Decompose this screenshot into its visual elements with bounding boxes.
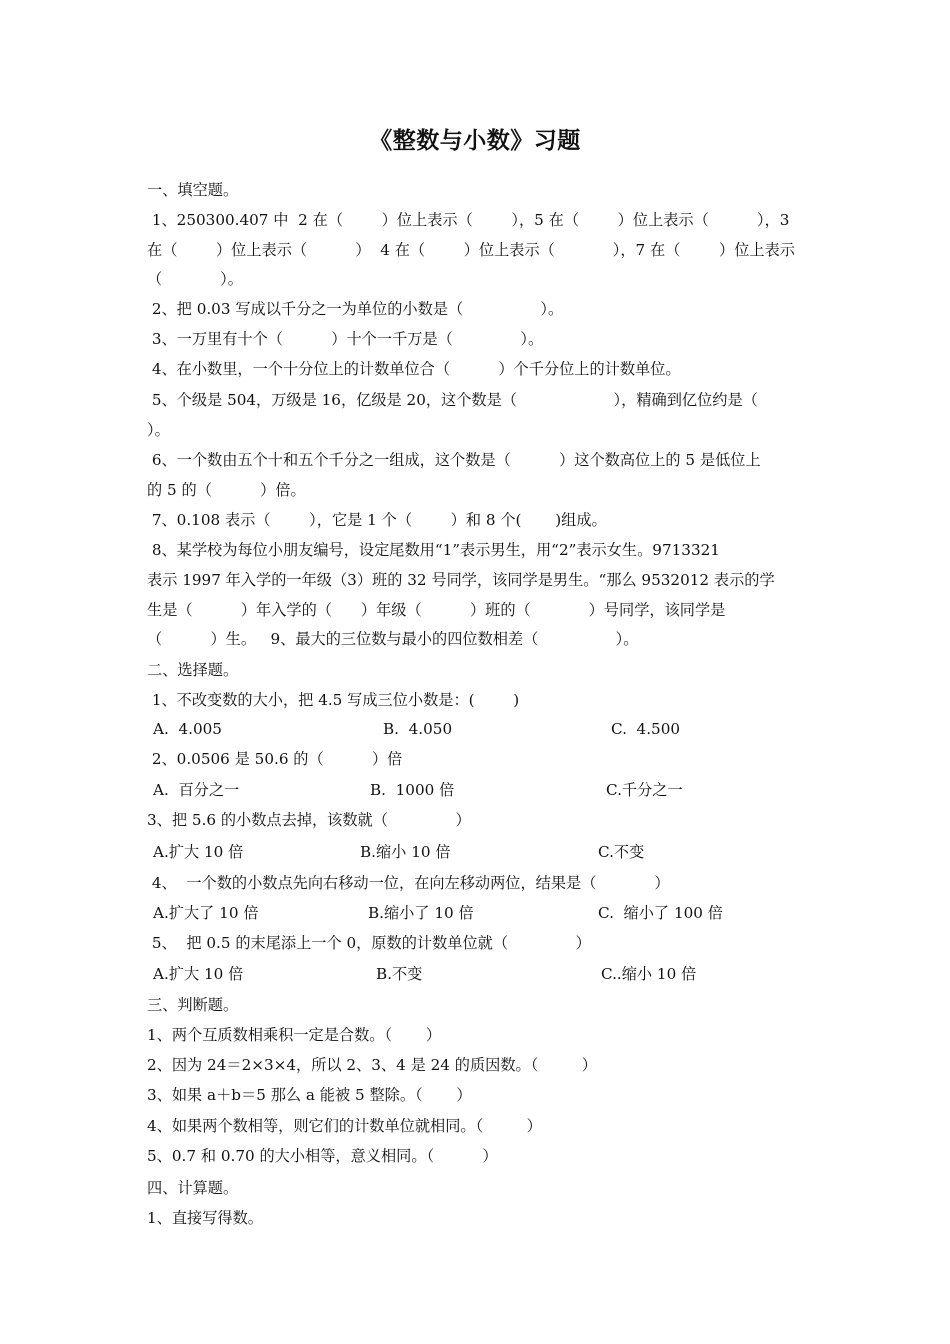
section-heading-choice: 二、选择题。 <box>147 661 239 679</box>
choice-q3-option-c: C.不变 <box>598 843 645 861</box>
fill-q1-line2: 在（ ）位上表示（ ） 4 在（ ）位上表示（ ），7 在（ ）位上表示 <box>147 241 795 259</box>
fill-q6-line2: 的 5 的（ ）倍。 <box>147 481 306 499</box>
choice-q5-option-a: A.扩大 10 倍 <box>153 965 244 983</box>
fill-q8-line4: （ ）生。 9、最大的三位数与最小的四位数相差（ ）。 <box>147 630 639 648</box>
choice-q4-option-c: C. 缩小了 100 倍 <box>598 904 723 922</box>
choice-q2-option-c: C.千分之一 <box>606 781 683 799</box>
fill-q8-line3: 生是（ ）年入学的（ ）年级（ ）班的（ ）号同学，该同学是 <box>147 601 726 619</box>
tf-q3: 3、如果 a＋b＝5 那么 a 能被 5 整除。（ ） <box>147 1086 472 1104</box>
fill-q5-line2: ）。 <box>147 421 170 439</box>
page-title: 《整数与小数》习题 <box>369 127 581 154</box>
choice-q1-option-c: C. 4.500 <box>611 720 681 738</box>
choice-q3-option-a: A.扩大 10 倍 <box>153 843 244 861</box>
fill-q4: 4、在小数里，一个十分位上的计数单位合（ ）个千分位上的计数单位。 <box>147 360 681 378</box>
section-heading-fill-in: 一、填空题。 <box>147 181 239 199</box>
choice-q3: 3、把 5.6 的小数点去掉，该数就（ ） <box>147 811 471 829</box>
choice-q5-option-c: C..缩小 10 倍 <box>601 965 697 983</box>
choice-q4: 4、 一个数的小数点先向右移动一位，在向左移动两位，结果是（ ） <box>147 874 670 892</box>
fill-q8-line1: 8、某学校为每位小朋友编号，设定尾数用“1”表示男生，用“2”表示女生。9713321 <box>147 541 720 559</box>
calc-q1: 1、直接写得数。 <box>147 1209 263 1227</box>
fill-q7: 7、0.108 表示（ ），它是 1 个（ ）和 8 个( )组成。 <box>147 511 607 529</box>
tf-q5: 5、0.7 和 0.70 的大小相等，意义相同。（ ） <box>147 1147 498 1165</box>
choice-q5-option-b: B.不变 <box>376 965 423 983</box>
tf-q1: 1、两个互质数相乘积一定是合数。（ ） <box>147 1026 442 1044</box>
choice-q4-option-a: A.扩大了 10 倍 <box>153 904 259 922</box>
choice-q1-option-b: B. 4.050 <box>383 720 453 738</box>
section-heading-calculation: 四、计算题。 <box>147 1179 239 1197</box>
choice-q1-option-a: A. 4.005 <box>153 720 222 738</box>
choice-q3-option-b: B.缩小 10 倍 <box>360 843 451 861</box>
section-heading-true-false: 三、判断题。 <box>147 996 239 1014</box>
choice-q2-option-b: B. 1000 倍 <box>370 781 455 799</box>
tf-q4: 4、如果两个数相等，则它们的计数单位就相同。（ ） <box>147 1117 542 1135</box>
fill-q6-line1: 6、一个数由五个十和五个千分之一组成，这个数是（ ）这个数高位上的 5 是低位上 <box>147 451 761 469</box>
choice-q2-option-a: A. 百分之一 <box>153 781 240 799</box>
tf-q2: 2、因为 24＝2×3×4，所以 2、3、4 是 24 的质因数。（ ） <box>147 1056 597 1074</box>
fill-q2: 2、把 0.03 写成以千分之一为单位的小数是（ ）。 <box>147 300 564 318</box>
choice-q2: 2、0.0506 是 50.6 的（ ）倍 <box>147 750 403 768</box>
fill-q5-line1: 5、个级是 504，万级是 16，亿级是 20，这个数是（ ），精确到亿位约是（ <box>147 391 758 409</box>
fill-q1-line1: 1、250300.407 中 2 在（ ）位上表示（ ），5 在（ ）位上表示（ ），3 <box>147 211 790 229</box>
choice-q4-option-b: B.缩小了 10 倍 <box>368 904 474 922</box>
choice-q5: 5、 把 0.5 的末尾添上一个 0，原数的计数单位就（ ） <box>147 934 591 952</box>
fill-q3: 3、一万里有十个（ ）十个一千万是（ ）。 <box>147 330 544 348</box>
choice-q1: 1、不改变数的大小，把 4.5 写成三位小数是：( ) <box>147 691 520 709</box>
fill-q1-line3: （ ）。 <box>147 270 243 288</box>
fill-q8-line2: 表示 1997 年入学的一年级（3）班的 32 号同学，该同学是男生。“那么 9532012 表示的学 <box>147 571 775 589</box>
